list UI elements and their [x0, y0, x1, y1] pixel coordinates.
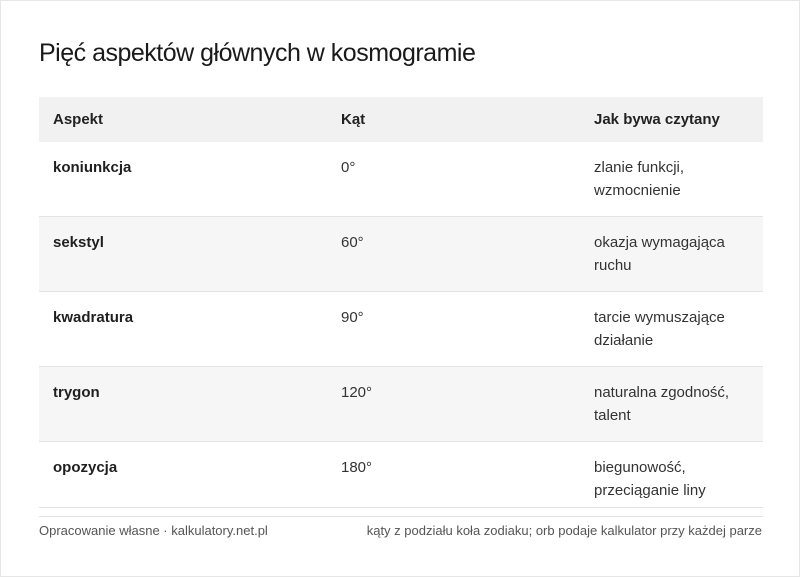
aspect-reading	[580, 367, 763, 442]
reading-line: naturalna zgodność,	[594, 384, 730, 401]
table-row	[39, 367, 763, 442]
reading-line: wzmocnienie	[594, 182, 681, 199]
reading-line: przeciąganie liny	[594, 482, 706, 499]
aspect-reading	[580, 142, 763, 217]
table-row	[39, 292, 763, 367]
table-row	[39, 217, 763, 292]
reading-line: okazja wymagająca ruchu	[594, 234, 725, 274]
aspect-angle: 180°	[341, 459, 373, 476]
aspect-angle: 0°	[341, 159, 356, 176]
table-row	[39, 442, 763, 517]
aspect-angle: 90°	[341, 309, 364, 326]
reading-line: zlanie funkcji,	[594, 159, 685, 176]
aspect-name: kwadratura	[53, 309, 134, 326]
reading-line: talent	[594, 407, 631, 424]
reading-line: tarcie wymuszające	[594, 309, 725, 326]
aspect-name: trygon	[53, 384, 100, 401]
aspect-reading	[580, 442, 763, 517]
table-row	[39, 142, 763, 217]
aspect-reading	[580, 217, 763, 292]
reading-line: działanie	[594, 332, 654, 349]
table-header-row	[39, 97, 763, 142]
aspect-name: opozycja	[53, 459, 118, 476]
aspects-table	[39, 97, 763, 517]
reading-line: biegunowość,	[594, 459, 686, 476]
aspect-angle: 120°	[341, 384, 373, 401]
header-reading: Jak bywa czytany	[594, 111, 720, 128]
page-title: Pięć aspektów głównych w kosmogramie	[39, 39, 476, 67]
aspect-name: sekstyl	[53, 234, 104, 251]
header-angle: Kąt	[341, 111, 366, 128]
aspect-name: koniunkcja	[53, 159, 132, 176]
footer-note: kąty z podziału koła zodiaku; orb podaje kalkulator przy każdej parze	[366, 523, 762, 538]
aspect-reading	[580, 292, 763, 367]
aspect-angle: 60°	[341, 234, 364, 251]
footer-divider	[39, 507, 763, 508]
header-aspect: Aspekt	[53, 111, 104, 128]
footer-source: Opracowanie własne · kalkulatory.net.pl	[39, 523, 268, 538]
